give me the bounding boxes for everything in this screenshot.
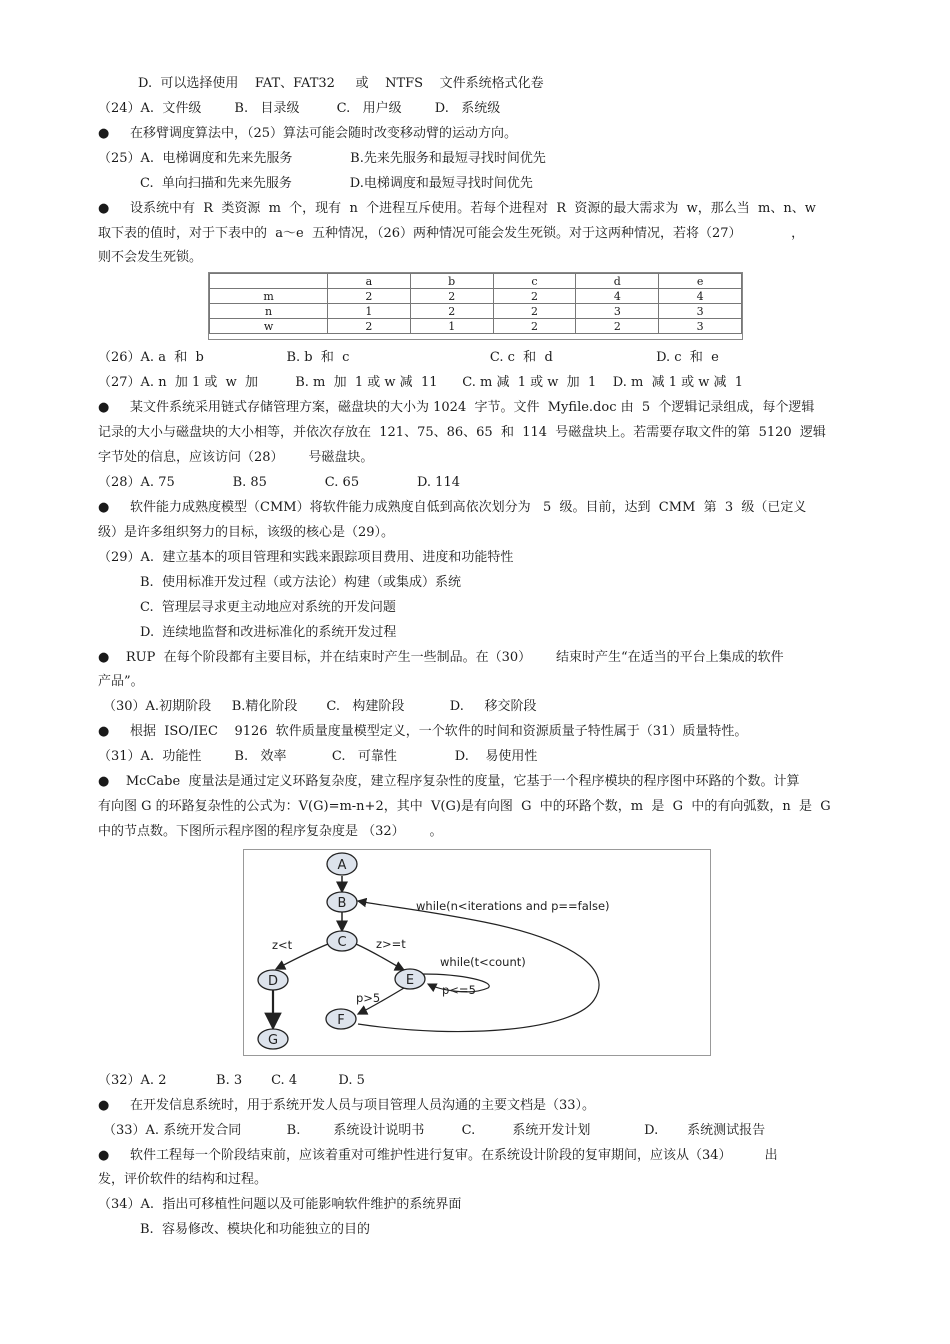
svg-text:G: G: [267, 1033, 279, 1048]
table-cell: 2: [493, 289, 576, 304]
text-line: 字节处的信息，应该访问（28） 号磁盘块。: [98, 450, 374, 465]
text-line: （33）A. 系统开发合同 B. 系统设计说明书 C. 系统开发计划 D. 系统测试报告: [103, 1123, 766, 1138]
text-line: ● 软件能力成熟度模型（CMM）将软件能力成熟度自低到高依次划分为 5 级。目前，达到 CMM 第 3 级（已定义: [98, 500, 807, 515]
text-line: C. 单向扫描和先来先服务 D.电梯调度和最短寻找时间优先: [140, 176, 533, 191]
table-cell: 3: [576, 304, 659, 319]
resource-table: [208, 272, 743, 340]
table-cell: n: [210, 304, 328, 319]
svg-text:D: D: [267, 974, 279, 989]
table-row: [210, 304, 742, 319]
table-cell: 4: [659, 289, 742, 304]
svg-text:A: A: [337, 858, 347, 873]
label-p-gt: p>5: [356, 991, 381, 1005]
table-header-cell: b: [410, 274, 493, 289]
label-while-outer: while(n<iterations and p==false): [416, 899, 610, 913]
table-header-cell: c: [493, 274, 576, 289]
node-e: [395, 969, 425, 989]
label-z-lt: z<t: [272, 938, 293, 952]
text-line: 记录的大小与磁盘块的大小相等，并依次存放在 121、75、86、65 和 114 号磁盘块上。若需要存取文件的第 5120 逻辑: [98, 425, 826, 440]
table-header-cell: d: [576, 274, 659, 289]
table-row: [210, 319, 742, 334]
table-cell: w: [210, 319, 328, 334]
text-line: ● McCabe 度量法是通过定义环路复杂度，建立程序复杂性的度量，它基于一个程序模块的程序图中环路的个数。计算: [98, 774, 800, 789]
text-line: ● 在开发信息系统时，用于系统开发人员与项目管理人员沟通的主要文档是（33）。: [98, 1098, 596, 1113]
table-cell: 3: [659, 319, 742, 334]
node-a: [327, 853, 357, 875]
text-line: （26）A. a 和 b B. b 和 c C. c 和 d D. c 和 e: [98, 350, 719, 365]
table-cell: 1: [410, 319, 493, 334]
table-cell: 2: [576, 319, 659, 334]
table-header-cell: a: [328, 274, 411, 289]
table-cell: 2: [328, 319, 411, 334]
text-line: 中的节点数。下图所示程序图的程序复杂度是 （32） 。: [98, 824, 443, 839]
label-z-ge: z>=t: [376, 937, 406, 951]
svg-text:E: E: [405, 973, 415, 988]
text-line: （31）A. 功能性 B. 效率 C. 可靠性 D. 易使用性: [98, 749, 538, 764]
text-line: B. 容易修改、模块化和功能独立的目的: [140, 1222, 370, 1237]
text-line: 发，评价软件的结构和过程。: [98, 1172, 268, 1187]
text-line: ● 在移臂调度算法中，（25）算法可能会随时改变移动臂的运动方向。: [98, 126, 518, 141]
svg-text:B: B: [337, 896, 347, 911]
table-cell: 2: [328, 289, 411, 304]
node-b: [327, 892, 357, 912]
text-line: （25）A. 电梯调度和先来先服务 B.先来先服务和最短寻找时间优先: [98, 151, 546, 166]
text-line: C. 管理层寻求更主动地应对系统的开发问题: [140, 600, 396, 615]
text-line: （30）A.初期阶段 B.精化阶段 C. 构建阶段 D. 移交阶段: [103, 699, 537, 714]
text-line: 级）是许多组织努力的目标，该级的核心是（29）。: [98, 525, 395, 540]
text-line: D. 可以选择使用 FAT、FAT32 或 NTFS 文件系统格式化卷: [138, 76, 544, 91]
text-line: ● 软件工程每一个阶段结束前，应该着重对可维护性进行复审。在系统设计阶段的复审期间，应该从（34） 出: [98, 1148, 778, 1163]
text-line: D. 连续地监督和改进标准化的系统开发过程: [140, 625, 397, 640]
text-line: ● 根据 ISO/IEC 9126 软件质量度量模型定义，一个软件的时间和资源质量子特性属于（31）质量特性。: [98, 724, 748, 739]
text-line: （29）A. 建立基本的项目管理和实践来跟踪项目费用、进度和功能特性: [98, 550, 514, 565]
table-cell: 2: [493, 319, 576, 334]
svg-text:F: F: [337, 1013, 345, 1028]
table-cell: 4: [576, 289, 659, 304]
node-c: [327, 931, 357, 951]
text-line: B. 使用标准开发过程（或方法论）构建（或集成）系统: [140, 575, 461, 590]
text-line: （24）A. 文件级 B. 目录级 C. 用户级 D. 系统级: [98, 101, 501, 116]
text-line: 有向图 G 的环路复杂性的公式为：V(G)=m-n+2，其中 V(G)是有向图 G 中的环路个数，m 是 G 中的有向弧数，n 是 G: [98, 799, 831, 814]
table-cell: 2: [410, 304, 493, 319]
table-cell: 2: [410, 289, 493, 304]
table-header-cell: e: [659, 274, 742, 289]
node-d: [258, 970, 288, 990]
label-while-inner: while(t<count): [440, 955, 526, 969]
text-line: ● RUP 在每个阶段都有主要目标，并在结束时产生一些制品。在（30） 结束时产生“在适当的平台上集成的软件: [98, 650, 784, 665]
svg-text:C: C: [337, 935, 347, 950]
text-line: 取下表的值时，对于下表中的 a～e 五种情况，（26）两种情况可能会发生死锁。对于这两种情况，若将（27） ，: [98, 226, 805, 241]
table-cell: 3: [659, 304, 742, 319]
text-line: ● 设系统中有 R 类资源 m 个，现有 n 个进程互斥使用。若每个进程对 R 资源的最大需求为 w，那么当 m、n、w: [98, 201, 816, 216]
text-line: （27）A. n 加 1 或 w 加 B. m 加 1 或 w 减 11 C. m 减 1 或 w 加 1 D. m 减 1 或 w 减 1: [98, 375, 744, 390]
text-line: （28）A. 75 B. 85 C. 65 D. 114: [98, 475, 460, 490]
text-line: 产品”。: [98, 674, 144, 689]
table-header-cell: [210, 274, 328, 289]
label-p-le: p<=5: [442, 983, 476, 997]
node-g: [258, 1029, 288, 1049]
table-row: [210, 289, 742, 304]
table-header-row: [210, 274, 742, 289]
node-f: [326, 1009, 356, 1029]
program-flow-graph: [243, 849, 711, 1056]
table-cell: 2: [493, 304, 576, 319]
table-cell: 1: [328, 304, 411, 319]
table-cell: m: [210, 289, 328, 304]
text-line: （32）A. 2 B. 3 C. 4 D. 5: [98, 1073, 365, 1088]
text-line: （34）A. 指出可移植性问题以及可能影响软件维护的系统界面: [98, 1197, 462, 1212]
text-line: ● 某文件系统采用链式存储管理方案，磁盘块的大小为 1024 字节。文件 Myfile.doc 由 5 个逻辑记录组成，每个逻辑: [98, 400, 815, 415]
text-line: 则不会发生死锁。: [98, 250, 203, 265]
